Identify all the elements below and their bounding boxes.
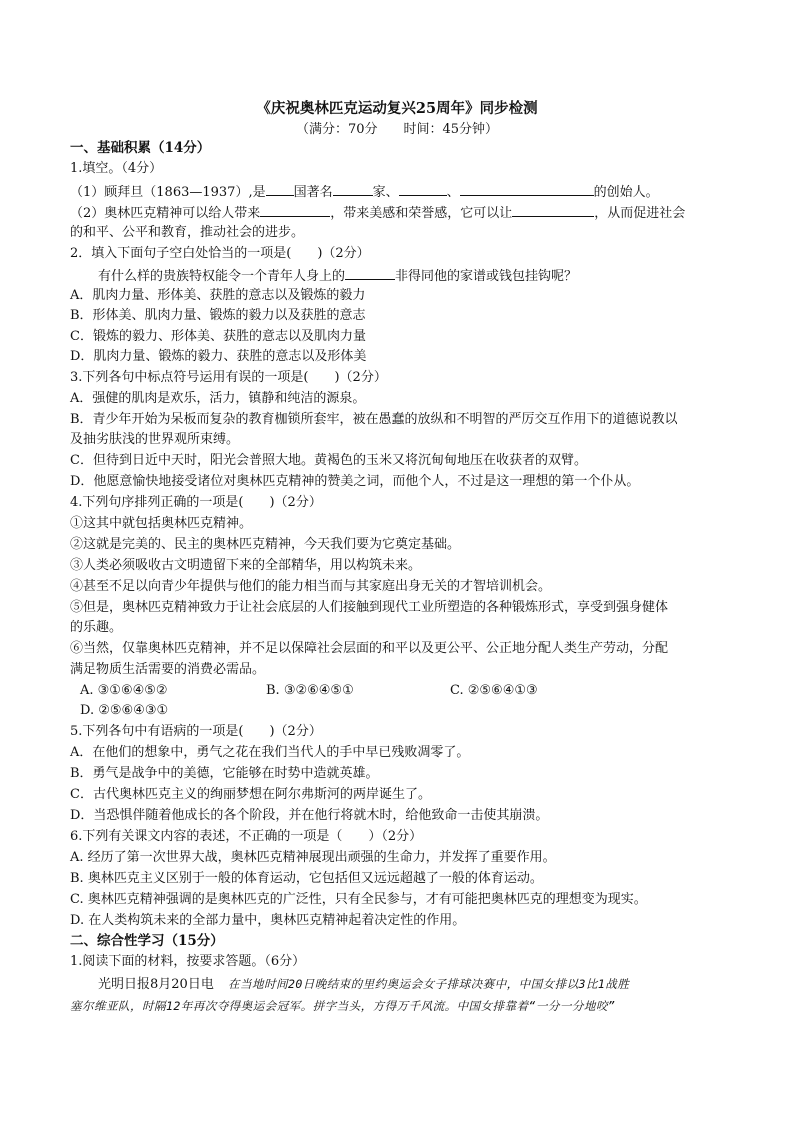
- q5-option-a: A．在他们的想象中，勇气之花在我们当代人的手中早已残败凋零了。: [70, 745, 470, 760]
- question-1-line-1: [70, 182, 659, 202]
- answer-blank[interactable]: [399, 182, 447, 196]
- q2-option-c: C．锻炼的毅力、形体美、获胜的意志以及肌肉力量: [70, 329, 366, 344]
- question-4-stem: 4.下列句序排列正确的一项是( )（2分）: [70, 495, 322, 510]
- question-5-stem: 5.下列各句中有语病的一项是( )（2分）: [70, 724, 322, 739]
- q5-option-b: B．勇气是战争中的美德，它能够在时势中造就英雄。: [70, 766, 379, 781]
- q4-sentence-6-line-1: ⑥当然，仅靠奥林匹克精神，并不足以保障社会层面的和平以及更公平、公正地分配人类生产劳动，分配: [70, 641, 669, 656]
- exam-subtitle: （满分：70分 时间：45分钟）: [295, 122, 499, 137]
- answer-blank[interactable]: [345, 266, 395, 280]
- q1-text-g: ，带来美感和荣誉感，它可以让: [330, 206, 513, 221]
- section-heading-basics: 一、基础积累（14分）: [70, 140, 211, 156]
- q5-option-c: C．古代奥林匹克主义的绚丽梦想在阿尔弗斯河的两岸诞生了。: [70, 787, 431, 802]
- question-1-stem: 1.填空。（4分）: [70, 161, 163, 176]
- q2-sentence-b: 非得同他的家谱或钱包挂钩呢？: [395, 269, 578, 284]
- q1-text-c: 家、: [372, 185, 399, 200]
- answer-blank[interactable]: [333, 182, 373, 196]
- news-lead: 光明日报8月20日电: [98, 977, 214, 992]
- answer-blank[interactable]: [512, 203, 594, 217]
- q1-text-b: 国著名: [293, 185, 333, 200]
- question-1-line-3: 的和平、公平和教育，推动社会的进步。: [70, 225, 305, 240]
- question-3-stem: 3.下列各句中标点符号运用有误的一项是( )（2分）: [70, 370, 387, 385]
- q1-text-h: ，从而促进社会: [594, 206, 686, 221]
- q4-sentence-5-line-2: 的乐趣。: [70, 620, 123, 635]
- q3-option-c: C．但待到日近中天时，阳光会普照大地。黄褐色的玉米又将沉甸甸地压在收获者的双臂。: [70, 453, 587, 468]
- news-text-1: 在当地时间20日晚结束的里约奥运会女子排球决赛中，中国女排以3比1战胜: [227, 977, 630, 991]
- question-2-sentence: [98, 266, 577, 286]
- q1-text-f: （2）奥林匹克精神可以给人带来: [70, 206, 261, 221]
- q5-option-d: D．当恐惧伴随着他成长的各个阶段，并在他行将就木时，给他致命一击使其崩溃。: [70, 808, 549, 823]
- q1-text-a: （1）顾拜旦（1863—1937）,是: [70, 185, 266, 200]
- q4-sentence-4: ④甚至不足以向青少年提供与他们的能力相当而与其家庭出身无关的才智培训机会。: [70, 579, 552, 594]
- q3-option-b-line-1: B．青少年开始为呆板而复杂的教育枷锁所套牢，被在愚蠢的放纵和不明智的严厉交互作用下的道德说教以: [70, 412, 678, 427]
- q4-sentence-3: ③人类必须吸收古文明遗留下来的全部精华，用以构筑未来。: [70, 558, 422, 573]
- q4-sentence-5-line-1: ⑤但是，奥林匹克精神致力于让社会底层的人们接触到现代工业所塑造的各种锻炼形式，享受到强身健体: [70, 600, 669, 615]
- q1-text-d: 、: [446, 185, 460, 200]
- q6-option-a: A. 经历了第一次世界大战，奥林匹克精神展现出顽强的生命力，并发挥了重要作用。: [70, 850, 556, 865]
- question-2-stem: 2．填入下面句子空白处恰当的一项是( )（2分）: [70, 246, 370, 261]
- q6-option-d: D. 在人类构筑未来的全部力量中，奥林匹克精神起着决定性的作用。: [70, 913, 466, 928]
- q4-sentence-6-line-2: 满足物质生活需要的消费必需品。: [70, 662, 266, 677]
- q4-sentence-1: ①这其中就包括奥林匹克精神。: [70, 516, 253, 531]
- q3-option-a: A．强健的肌肉是欢乐，活力，镇静和纯洁的源泉。: [70, 391, 366, 406]
- q4-option-d: D. ②⑤⑥④③①: [80, 703, 169, 718]
- news-line-1: [98, 975, 629, 994]
- q3-option-b-line-2: 及抽劣肤浅的世界观所束缚。: [70, 432, 240, 447]
- answer-blank[interactable]: [460, 182, 594, 196]
- q2-sentence-a: 有什么样的贵族特权能令一个青年人身上的: [98, 269, 346, 284]
- q1-text-e: 的创始人。: [593, 185, 659, 200]
- news-line-2: 塞尔维亚队，时隔12年再次夺得奥运会冠军。拼字当头，方得万千风流。中国女排靠着“一分一分地咬”: [70, 999, 616, 1013]
- q4-sentence-2: ②这就是完美的、民主的奥林匹克精神，今天我们要为它奠定基础。: [70, 537, 461, 552]
- answer-blank[interactable]: [266, 182, 294, 196]
- q6-option-c: C. 奥林匹克精神强调的是奥林匹克的广泛性，只有全民参与，才有可能把奥林匹克的理想变为现实。: [70, 892, 647, 907]
- exam-title: 《庆祝奥林匹克运动复兴25周年》同步检测: [256, 100, 538, 117]
- q4-option-c: C. ②⑤⑥④①③: [450, 683, 538, 698]
- q2-option-b: B．形体美、肌肉力量、锻炼的毅力以及获胜的意志: [70, 308, 366, 323]
- q2-option-d: D．肌肉力量、锻炼的毅力、获胜的意志以及形体美: [70, 349, 367, 364]
- q2-option-a: A．肌肉力量、形体美、获胜的意志以及锻炼的毅力: [70, 288, 366, 303]
- q6-option-b: B. 奥林匹克主义区别于一般的体育运动，它包括但又远远超越了一般的体育运动。: [70, 871, 543, 886]
- q4-option-a: A. ③①⑥④⑤②: [80, 683, 168, 698]
- q3-option-d: D．他愿意愉快地接受诸位对奥林匹克精神的赞美之词，而他个人，不过是这一理想的第一个仆从。: [70, 474, 640, 489]
- question-6-stem: 6.下列有关课文内容的表述，不正确的一项是（ ）（2分）: [70, 829, 423, 844]
- section-heading-comprehensive: 二、综合性学习（15分）: [70, 933, 224, 949]
- answer-blank[interactable]: [260, 203, 330, 217]
- question-1-line-2: [70, 203, 685, 223]
- section2-question-1-stem: 1.阅读下面的材料，按要求答题。（6分）: [70, 954, 306, 969]
- q4-option-b: B. ③②⑥④⑤①: [266, 683, 354, 698]
